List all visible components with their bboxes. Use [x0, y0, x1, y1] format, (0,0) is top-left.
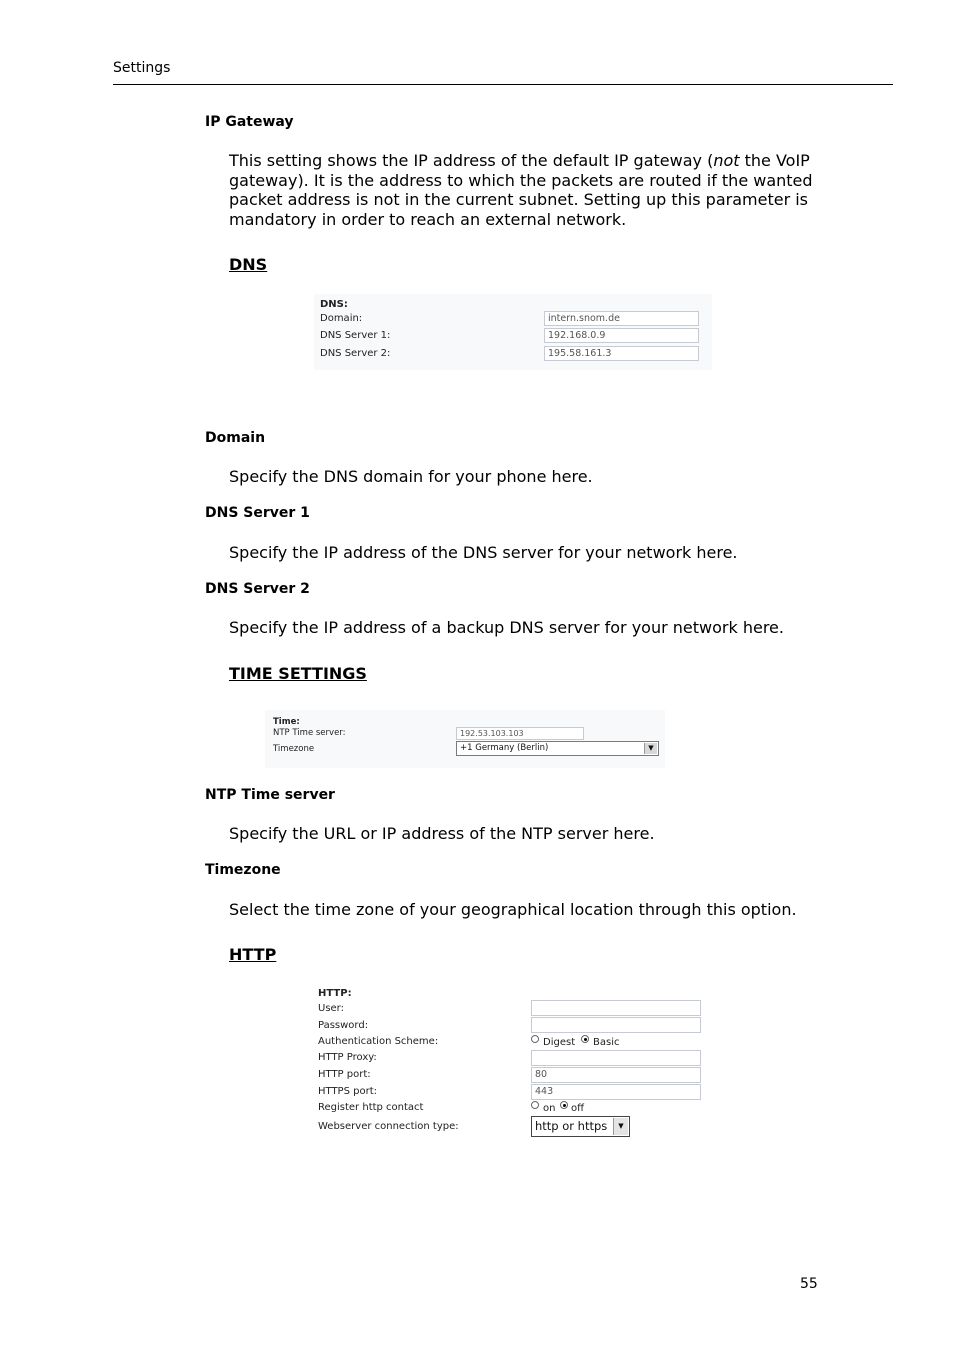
http-port-field[interactable]: 80 — [531, 1067, 701, 1083]
https-port-field[interactable]: 443 — [531, 1084, 701, 1100]
http-password-field[interactable] — [531, 1017, 701, 1033]
webserver-connection-type-select[interactable] — [531, 1116, 630, 1137]
emphasis-not: not — [713, 151, 740, 170]
ip-gateway-heading: IP Gateway — [205, 114, 294, 130]
http-proxy-label: HTTP Proxy: — [318, 1052, 377, 1063]
dns-server2-field[interactable]: 195.58.161.3 — [544, 346, 699, 361]
webserver-selected-value: http or https — [535, 1119, 608, 1133]
dns-settings-panel — [314, 294, 712, 370]
page-number: 55 — [800, 1276, 818, 1292]
https-port-label: HTTPS port: — [318, 1086, 377, 1097]
dns-server1-heading: DNS Server 1 — [205, 505, 310, 521]
ntp-time-server-heading: NTP Time server — [205, 787, 335, 803]
dns-section-title: DNS — [229, 255, 268, 274]
page-header-title: Settings — [113, 60, 171, 76]
ip-gateway-description: This setting shows the IP address of the default IP gateway (not the VoIP gateway). It is the address to which the packets are routed if the wanted packet address is not in the current subnet. Setting up this parameter is mandatory in order to reach an external network. — [229, 151, 813, 229]
domain-heading: Domain — [205, 430, 266, 446]
register-on-radio[interactable] — [531, 1101, 539, 1109]
auth-digest-label: Digest — [543, 1037, 576, 1048]
header-divider — [113, 84, 893, 85]
register-http-contact-label: Register http contact — [318, 1102, 424, 1113]
timezone-selected-value: +1 Germany (Berlin) — [460, 743, 549, 753]
dns-domain-field[interactable]: intern.snom.de — [544, 311, 699, 326]
http-settings-panel — [312, 982, 712, 1142]
chevron-down-icon[interactable]: ▼ — [644, 743, 657, 754]
dns-domain-label: Domain: — [320, 313, 363, 324]
timezone-label: Timezone — [273, 744, 315, 754]
dns-server2-heading: DNS Server 2 — [205, 581, 310, 597]
register-on-label: on — [543, 1103, 556, 1114]
http-port-label: HTTP port: — [318, 1069, 371, 1080]
http-section-title: HTTP — [229, 945, 277, 964]
dns-server1-description: Specify the IP address of the DNS server for your network here. — [229, 543, 738, 562]
http-password-label: Password: — [318, 1020, 369, 1031]
dns-server2-label: DNS Server 2: — [320, 348, 391, 359]
auth-scheme-label: Authentication Scheme: — [318, 1036, 439, 1047]
chevron-down-icon[interactable]: ▼ — [613, 1118, 628, 1135]
dns-server1-field[interactable]: 192.168.0.9 — [544, 328, 699, 343]
domain-description: Specify the DNS domain for your phone here. — [229, 467, 593, 486]
ntp-server-label: NTP Time server: — [273, 728, 346, 738]
timezone-select[interactable] — [456, 741, 659, 756]
http-user-label: User: — [318, 1003, 344, 1014]
http-panel-title: HTTP: — [318, 988, 352, 999]
ntp-time-server-description: Specify the URL or IP address of the NTP server here. — [229, 824, 655, 843]
timezone-description: Select the time zone of your geographical location through this option. — [229, 900, 797, 919]
time-panel-title: Time: — [273, 717, 300, 727]
time-settings-panel — [265, 710, 665, 768]
auth-digest-radio[interactable] — [531, 1035, 539, 1043]
dns-panel-title: DNS: — [320, 299, 348, 310]
http-proxy-field[interactable] — [531, 1050, 701, 1066]
ntp-server-field[interactable]: 192.53.103.103 — [456, 727, 584, 740]
auth-basic-label: Basic — [593, 1037, 620, 1048]
timezone-heading: Timezone — [205, 862, 281, 878]
register-off-label: off — [571, 1103, 585, 1114]
dns-server1-label: DNS Server 1: — [320, 330, 391, 341]
dns-server2-description: Specify the IP address of a backup DNS server for your network here. — [229, 618, 784, 637]
time-settings-section-title: TIME SETTINGS — [229, 664, 367, 683]
webserver-connection-type-label: Webserver connection type: — [318, 1121, 459, 1132]
register-off-radio[interactable] — [560, 1101, 568, 1109]
auth-basic-radio[interactable] — [581, 1035, 589, 1043]
http-user-field[interactable] — [531, 1000, 701, 1016]
